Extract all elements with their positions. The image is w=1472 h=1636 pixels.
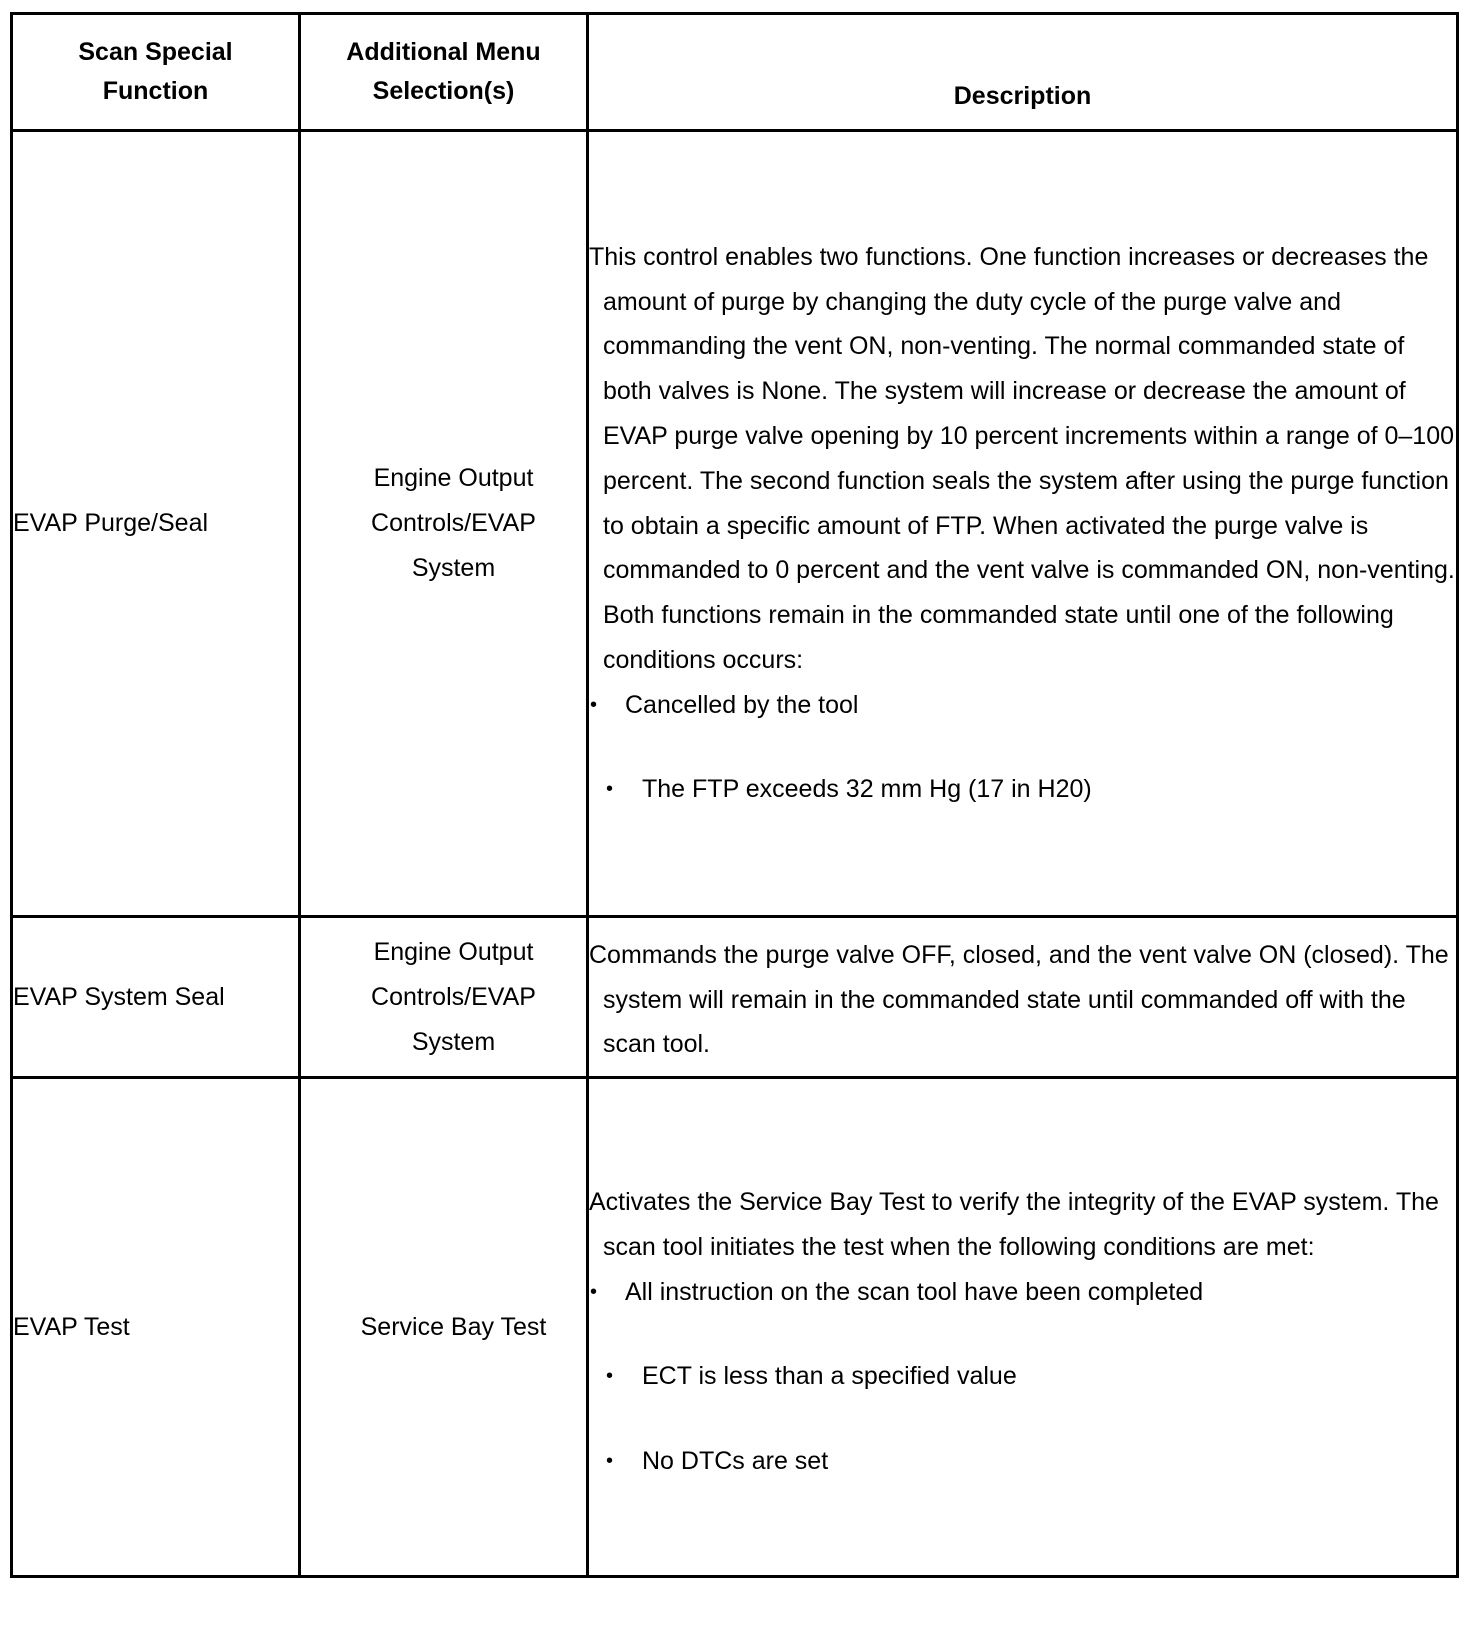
bullet-text: The FTP exceeds 32 mm Hg (17 in H20): [642, 775, 1092, 804]
header-function-line-1: Scan Special: [78, 38, 233, 66]
menu-cell: [300, 917, 588, 1078]
header-row: [12, 14, 1458, 131]
menu-line: Controls/EVAP: [371, 509, 536, 537]
menu-cell: [300, 131, 588, 917]
header-menu-line-2: Selection(s): [372, 77, 515, 105]
description-cell: [588, 1078, 1458, 1577]
menu-line: System: [411, 554, 496, 582]
bullet-text: Cancelled by the tool: [625, 690, 859, 719]
bullet-item: [589, 1439, 1456, 1484]
bullet-icon: •: [606, 1450, 614, 1473]
description-paragraph: Commands the purge valve OFF, closed, and the vent valve ON (closed). The system will remain in the commanded state until commanded off with the scan tool.: [589, 940, 1449, 1059]
table-row: [12, 1078, 1458, 1577]
function-cell: EVAP Test: [12, 1078, 300, 1577]
header-additional-menu: [300, 14, 588, 131]
function-cell: EVAP System Seal: [12, 917, 300, 1078]
bullet-text: ECT is less than a specified value: [642, 1362, 1017, 1391]
description-cell: [588, 131, 1458, 917]
header-function-line-2: Function: [102, 77, 209, 105]
header-menu-line-1: Additional Menu: [346, 38, 541, 66]
description-cell: [588, 917, 1458, 1078]
bullet-text: No DTCs are set: [642, 1447, 829, 1476]
bullet-text: All instruction on the scan tool have been completed: [625, 1277, 1204, 1306]
bullet-icon: •: [606, 778, 614, 801]
menu-line: System: [411, 1027, 496, 1056]
header-scan-special-function: [12, 14, 300, 131]
special-functions-table: [10, 12, 1459, 1578]
bullet-icon: •: [590, 693, 598, 716]
menu-line: Service Bay Test: [360, 1312, 547, 1341]
bullet-item: [589, 683, 1456, 728]
table-row: [12, 131, 1458, 917]
menu-line: Controls/EVAP: [371, 982, 536, 1011]
bullet-item: [589, 1270, 1456, 1315]
description-paragraph: Activates the Service Bay Test to verify the integrity of the EVAP system. The scan tool initiates the test when the following conditions are met:: [589, 1188, 1439, 1261]
menu-line: Engine Output: [373, 464, 534, 492]
menu-cell: [300, 1078, 588, 1577]
table-row: [12, 917, 1458, 1078]
bullet-icon: •: [606, 1365, 614, 1388]
bullet-item: [589, 767, 1456, 812]
bullet-icon: •: [590, 1280, 598, 1303]
menu-text: [301, 1305, 586, 1350]
menu-text: [301, 930, 586, 1065]
menu-text: [301, 456, 586, 591]
header-description: Description: [588, 14, 1458, 131]
function-cell: EVAP Purge/Seal: [12, 131, 300, 917]
menu-line: Engine Output: [373, 937, 534, 966]
bullet-item: [589, 1354, 1456, 1399]
description-paragraph: This control enables two functions. One function increases or decreases the amount of purge by changing the duty cycle of the purge valve and commanding the vent ON, non-venting. The normal commanded state of both valves is None. The system will increase or decrease the amount of EVAP purge valve opening by 10 percent increments within a range of 0–100 percent. The second function seals the system after using the purge function to obtain a specific amount of FTP. When activated the purge valve is commanded to 0 percent and the vent valve is commanded ON, non-venting. Both functions remain in the commanded state until one of the following conditions occurs:: [589, 242, 1455, 674]
